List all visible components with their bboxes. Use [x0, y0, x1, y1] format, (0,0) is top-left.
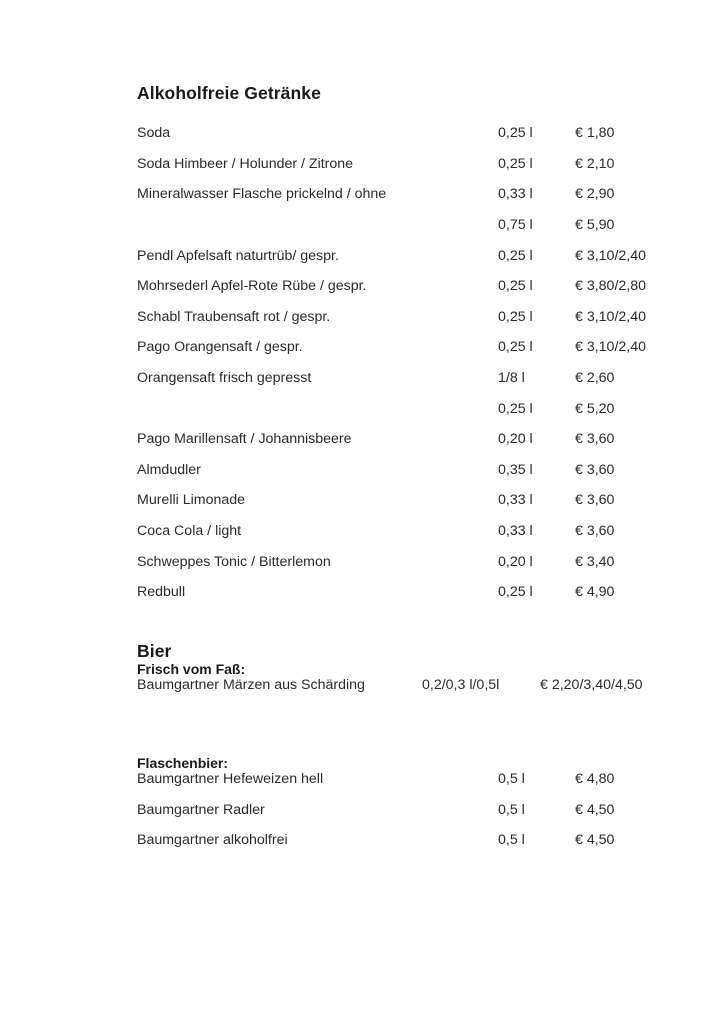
- item-name: Pago Orangensaft / gespr.: [137, 339, 303, 356]
- table-row: [137, 523, 677, 554]
- table-row-continuation: [137, 217, 677, 248]
- item-name: Baumgartner Märzen aus Schärding: [137, 677, 365, 694]
- item-name: Pendl Apfelsaft naturtrüb/ gespr.: [137, 247, 339, 264]
- table-row: [137, 832, 677, 863]
- item-size: 0,5 l: [498, 801, 525, 818]
- price-list-frisch-vom-fass: [137, 677, 677, 705]
- item-size: 0,25 l: [498, 584, 533, 601]
- table-row: [137, 462, 677, 493]
- menu-content: [137, 84, 677, 863]
- item-name: Pago Marillensaft / Johannisbeere: [137, 431, 352, 448]
- item-price: € 4,50: [575, 801, 615, 818]
- section-title-bier: Bier: [137, 640, 172, 661]
- item-price: € 5,90: [575, 217, 615, 234]
- item-name: Mineralwasser Flasche prickelnd / ohne: [137, 186, 387, 203]
- price-list-flaschenbier: [137, 771, 677, 863]
- item-price: € 4,90: [575, 584, 615, 601]
- item-name: Murelli Limonade: [137, 492, 246, 509]
- item-price: € 3,60: [575, 431, 615, 448]
- item-price: € 2,20/3,40/4,50: [540, 677, 643, 694]
- table-row: [137, 431, 677, 462]
- item-size: 0,33 l: [498, 492, 533, 509]
- table-row: [137, 156, 677, 187]
- table-row: [137, 248, 677, 279]
- item-price: € 3,80/2,80: [575, 278, 646, 295]
- item-price: € 4,50: [575, 832, 615, 849]
- section-title-alkoholfreie-getraenke: Alkoholfreie Getränke: [137, 83, 321, 103]
- item-size: 0,25 l: [498, 339, 533, 356]
- item-size: 0,20 l: [498, 553, 533, 570]
- item-name: Soda Himbeer / Holunder / Zitrone: [137, 155, 354, 172]
- table-row: [137, 339, 677, 370]
- item-price: € 3,60: [575, 461, 615, 478]
- table-row: [137, 309, 677, 340]
- item-size: 0,33 l: [498, 522, 533, 539]
- table-row-continuation: [137, 401, 677, 432]
- spacer-after-section-title: [137, 103, 677, 125]
- spacer-before-flaschenbier: [137, 705, 677, 755]
- item-price: € 3,60: [575, 522, 615, 539]
- table-row: [137, 278, 677, 309]
- item-name: Soda: [137, 125, 171, 142]
- item-size: 0,5 l: [498, 771, 525, 788]
- item-name: Almdudler: [137, 461, 201, 478]
- table-row: [137, 771, 677, 802]
- item-size: 0,25 l: [498, 308, 533, 325]
- item-price: € 3,60: [575, 492, 615, 509]
- price-list-alkoholfreie-getraenke: [137, 125, 677, 615]
- subsection-title-frisch-vom-fass: Frisch vom Faß:: [137, 661, 246, 677]
- item-name: Redbull: [137, 584, 186, 601]
- item-price: € 5,20: [575, 400, 615, 417]
- item-name: Baumgartner Hefeweizen hell: [137, 771, 324, 788]
- item-name: Schabl Traubensaft rot / gespr.: [137, 308, 331, 325]
- item-price: € 4,80: [575, 771, 615, 788]
- item-size: 0,25 l: [498, 125, 533, 142]
- spacer-before-bier-section: [137, 615, 677, 642]
- table-row: [137, 125, 677, 156]
- item-size: 0,25 l: [498, 400, 533, 417]
- item-price: € 3,10/2,40: [575, 308, 646, 325]
- table-row: [137, 802, 677, 833]
- item-size: 0,5 l: [498, 832, 525, 849]
- item-price: € 1,80: [575, 125, 615, 142]
- table-row: [137, 677, 677, 705]
- item-price: € 3,10/2,40: [575, 247, 646, 264]
- item-name: Baumgartner alkoholfrei: [137, 832, 288, 849]
- item-price: € 3,40: [575, 553, 615, 570]
- item-price: € 2,10: [575, 155, 615, 172]
- item-size: 0,25 l: [498, 247, 533, 264]
- item-name: Mohrsederl Apfel-Rote Rübe / gespr.: [137, 278, 367, 295]
- item-name: Orangensaft frisch gepresst: [137, 370, 312, 386]
- table-row: [137, 554, 677, 585]
- item-size: 0,2/0,3 l/0,5l: [422, 677, 500, 694]
- item-price: € 3,10/2,40: [575, 339, 646, 356]
- table-row: [137, 186, 677, 217]
- item-name: Baumgartner Radler: [137, 801, 265, 818]
- item-price: € 2,90: [575, 186, 615, 203]
- item-size: 1/8 l: [498, 370, 525, 386]
- item-size: 0,25 l: [498, 278, 533, 295]
- item-price: € 2,60: [575, 370, 615, 386]
- item-size: 0,35 l: [498, 461, 533, 478]
- item-size: 0,33 l: [498, 186, 533, 203]
- item-size: 0,25 l: [498, 155, 533, 172]
- table-row: [137, 492, 677, 523]
- item-name: Coca Cola / light: [137, 522, 242, 539]
- subsection-title-flaschenbier: Flaschenbier:: [137, 755, 229, 772]
- item-size: 0,20 l: [498, 431, 533, 448]
- item-size: 0,75 l: [498, 217, 533, 234]
- table-row: [137, 584, 677, 615]
- table-row: [137, 370, 677, 401]
- item-name: Schweppes Tonic / Bitterlemon: [137, 553, 331, 570]
